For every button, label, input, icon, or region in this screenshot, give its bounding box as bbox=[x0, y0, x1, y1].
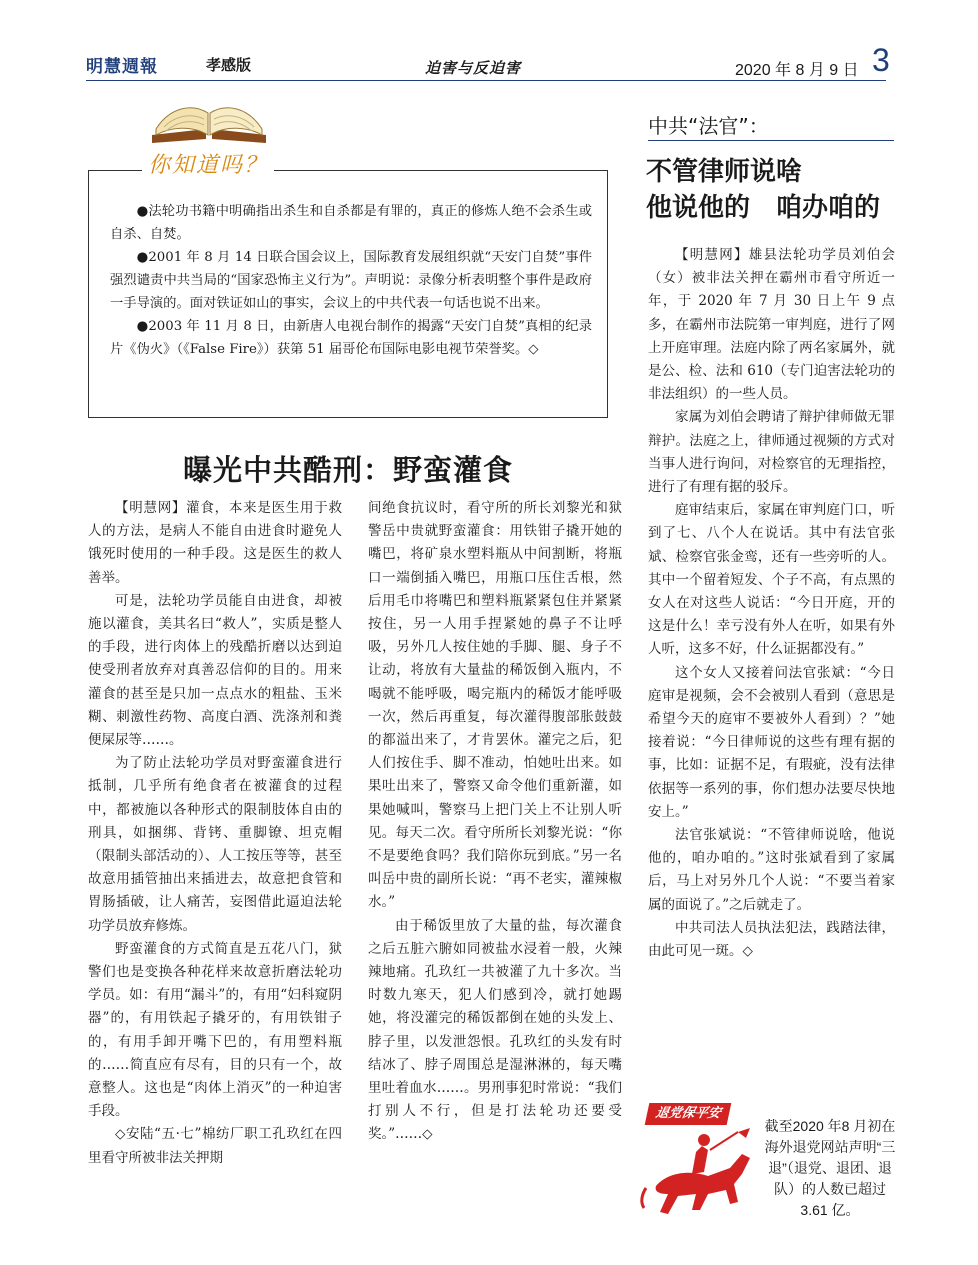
did-you-know-title: 你知道吗？ bbox=[142, 148, 274, 179]
force-feeding-headline: 曝光中共酷刑：野蛮灌食 bbox=[182, 453, 513, 487]
judge-headline-line: 他说他的 咱办咱的 bbox=[646, 193, 881, 223]
open-book-icon bbox=[148, 95, 270, 143]
article-paragraph: 【明慧网】雄县法轮功学员刘伯会（女）被非法关押在霸州市看守所近一年，于 2020 年 7 月 30 日上午 9 点多，在霸州市法院第一审判庭，进行了网上开庭审理。法庭内除了两名家属外，就是公、检、法和 610（专门迫害法轮功的非法组织）的一些人员。 bbox=[648, 247, 895, 403]
article-paragraph: 中共司法人员执法犯法，践踏法律，由此可见一斑。◇ bbox=[648, 919, 895, 960]
horse-rider-icon bbox=[638, 1124, 763, 1224]
force-feeding-column-2 bbox=[368, 497, 622, 1147]
judge-headline bbox=[646, 154, 906, 226]
masthead: 明慧週報 bbox=[86, 57, 158, 77]
article-paragraph: 庭审结束后，家属在审判庭门口，听到了七、八个人在说话。其中有法官张斌、检察官张金鸾，还有一些旁听的人。其中一个留着短发、个子不高，有点黑的女人在对这些人说话：“今日开庭，开的这是什么！幸亏没有外人在听，如果有外人听，这多不好，什么证据都没有。” bbox=[648, 502, 895, 658]
quit-party-stat: 截至2020 年8 月初在海外退党网站声明“三退”（退党、退团、退队）的人数已超过 3.61 亿。 bbox=[764, 1118, 896, 1218]
section-title: 迫害与反迫害 bbox=[425, 59, 522, 77]
did-you-know-item: ●法轮功书籍中明确指出杀生和自杀都是有罪的，真正的修炼人绝不会杀生或自杀、自焚。 bbox=[110, 204, 592, 242]
judge-column bbox=[648, 244, 895, 963]
judge-kicker: 中共“法官”： bbox=[648, 114, 769, 138]
quit-party-banner: 退党保平安 bbox=[645, 1103, 732, 1125]
force-feeding-column-1 bbox=[88, 497, 342, 1170]
did-you-know-body bbox=[110, 200, 592, 361]
issue-date: 2020 年 8 月 9 日 bbox=[735, 62, 859, 79]
article-paragraph: 为了防止法轮功学员对野蛮灌食进行抵制，几乎所有绝食者在被灌食的过程中，都被施以各种形式的限制肢体自由的刑具，如捆绑、背铐、重脚镣、坦克帽（限制头部活动的）、人工按压等等，甚至故意用插管抽出来插进去，故意把食管和胃肠插破，让人痛苦，妄图借此逼迫法轮功学员放弃修炼。 bbox=[88, 755, 342, 934]
article-paragraph: 间绝食抗议时，看守所的所长刘黎光和狱警岳中贵就野蛮灌食：用铁钳子撬开她的嘴巴，将矿泉水塑料瓶从中间割断，将瓶口一端倒插入嘴巴，用瓶口压住舌根，然后用毛巾将嘴巴和塑料瓶紧紧包住并紧紧按住，另一人用手捏紧她的鼻子不让呼吸，另外几人按住她的手脚、腿、身子不让动，将放有大量盐的稀饭倒入瓶内，不喝就不能呼吸，喝完瓶内的稀饭才能呼吸一次，然后再重复，每次灌得腹部胀鼓鼓的都溢出来了，才肯罢休。灌完之后，犯人们按住手、脚不准动，怕她吐出来。如果吐出来了，警察又命令他们重新灌，如果她喊叫，警察马上把门关上不让别人听见。每天二次。看守所所长刘黎光说：“你不是要绝食吗？我们陪你玩到底。”另一名叫岳中贵的副所长说：“再不老实，灌辣椒水。” bbox=[368, 500, 622, 911]
edition-label: 孝感版 bbox=[206, 56, 252, 74]
article-paragraph: 由于稀饭里放了大量的盐，每次灌食之后五脏六腑如同被盐水浸着一般，火辣辣地痛。孔玖红一共被灌了九十多次。当时数九寒天，犯人们感到冷，就打她踢她，将没灌完的稀饭都倒在她的头发上、脖子里，以发泄怨恨。孔玖红的头发有时结冰了、脖子周围总是湿淋淋的，每天嘴里吐着血水……。男刑事犯时常说：“我们打别人不行，但是打法轮功还要受奖。”……◇ bbox=[368, 917, 622, 1143]
page-number: 3 bbox=[872, 42, 890, 78]
kicker-rule bbox=[648, 140, 894, 141]
article-paragraph: 可是，法轮功学员能自由进食，却被施以灌食，美其名曰“救人”，实质是整人的手段，进行肉体上的残酷折磨以达到迫使受刑者放弃对真善忍信仰的目的。用来灌食的甚至是只加一点点水的粗盐、玉米糊、刺激性药物、高度白酒、洗涤剂和粪便屎尿等……。 bbox=[88, 592, 342, 749]
article-paragraph: 【明慧网】灌食，本来是医生用于救人的方法，是病人不能自由进食时避免人饿死时使用的一种手段。这是医生的救人善举。 bbox=[88, 500, 342, 586]
article-paragraph: ◇安陆“五·七”棉纺厂职工孔玖红在四里看守所被非法关押期 bbox=[88, 1126, 342, 1166]
judge-headline-line: 不管律师说啥 bbox=[646, 157, 803, 187]
header-rule bbox=[86, 80, 886, 81]
article-paragraph: 这个女人又接着问法官张斌：“今日庭审是视频，会不会被别人看到（意思是希望今天的庭审不要被外人看到）？”她接着说：“今日律师说的这些有理有据的事，比如：证据不足，有瑕疵，没有法律依据等一系列的事，你们想办法要尽快地安上。” bbox=[648, 664, 895, 820]
did-you-know-item: ●2001 年 8 月 14 日联合国会议上，国际教育发展组织就“天安门自焚”事件强烈谴责中共当局的“国家恐怖主义行为”。声明说：录像分析表明整个事件是政府一手导演的。面对铁证如山的事实，会议上的中共代表一句话也说不出来。 bbox=[110, 250, 592, 311]
did-you-know-item: ●2003 年 11 月 8 日，由新唐人电视台制作的揭露“天安门自焚”真相的纪录片《伪火》（《False Fire》）获第 51 届哥伦布国际电影电视节荣誉奖。◇ bbox=[110, 319, 592, 357]
article-paragraph: 法官张斌说：“不管律师说啥，他说他的，咱办咱的。”这时张斌看到了家属后，马上对另外几个人说：“不要当着家属的面说了。”之后就走了。 bbox=[648, 827, 895, 913]
article-paragraph: 家属为刘伯会聘请了辩护律师做无罪辩护。法庭之上，律师通过视频的方式对当事人进行询问，对检察官的无理指控，进行了有理有据的驳斥。 bbox=[648, 409, 895, 496]
article-paragraph: 野蛮灌食的方式简直是五花八门，狱警们也是变换各种花样来故意折磨法轮功学员。如：有用“漏斗”的，有用“妇科窥阴器”的，有用铁起子撬牙的，有用铁钳子的，有用手卸开嘴下巴的，有用塑料瓶的……简直应有尽有，目的只有一个，故意整人。这也是“肉体上消灭”的一种迫害手段。 bbox=[88, 940, 342, 1120]
